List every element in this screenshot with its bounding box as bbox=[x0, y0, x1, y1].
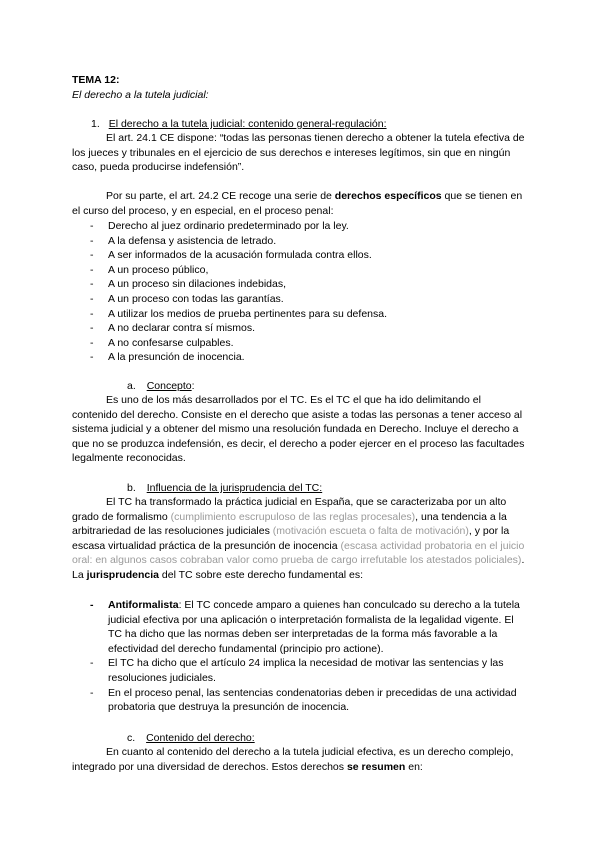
section-1-paragraph-2: Por su parte, el art. 24.2 CE recoge una serie de derechos específicos que se tienen en el curso del proceso, y en especial, en el proceso penal: bbox=[72, 190, 523, 217]
specific-rights-term: derechos específicos bbox=[334, 190, 442, 202]
subsection-a-heading: a. Concepto: bbox=[127, 380, 195, 392]
subsection-b-text: El TC ha transformado la práctica judicial en España, que se caracterizaba por un alto grado de formalismo (cumplimiento escrupuloso de las reglas procesales), una tendencia a la arbitrariedad de las resoluciones judiciales (motivación escueta o falta de motivación), y por la escasa virtualidad práctica de la presunción de inocencia (escasa actividad probatoria en el juicio oral: en algunos casos cobraban valor como prueba de cargo irrefutable los atestados policiales). La jurisprudencia del TC sobre este derecho fundamental es: bbox=[72, 496, 525, 581]
jurisprudence-term: jurisprudencia bbox=[86, 568, 159, 581]
list-item: - A un proceso público, bbox=[90, 263, 209, 276]
list-item: - A no declarar contra sí mismos. bbox=[90, 322, 256, 335]
list-item: - A la presunción de inocencia. bbox=[90, 351, 245, 364]
rights-list bbox=[90, 219, 527, 365]
document-title: TEMA 12: bbox=[72, 74, 120, 86]
subsection-c-text: En cuanto al contenido del derecho a la tutela judicial efectiva, es un derecho complejo, integrado por una diversidad de derechos. Estos derechos se resumen en: bbox=[72, 746, 514, 773]
list-item: - A utilizar los medios de prueba pertinentes para su defensa. bbox=[90, 307, 388, 320]
subsection-a-text: Es uno de los más desarrollados por el TC. Es el TC el que ha ido delimitando el contenido del derecho. Consiste en el derecho que asiste a todas las personas a tener acceso al sistema judicial y a obtener del mismo una resolución fundada en Derecho. Incluye el derecho a que no se produzca indefensión, es decir, el derecho a poder ejercer en el proceso las facultades legalmente reconocidas. bbox=[72, 394, 525, 465]
list-item: - A un proceso con todas las garantías. bbox=[90, 292, 284, 305]
list-item: - A no confesarse culpables. bbox=[90, 336, 234, 349]
section-1-paragraph-1: El art. 24.1 CE dispone: “todas las personas tienen derecho a obtener la tutela efectiva de los jueces y tribunales en el ejercicio de sus derechos e intereses legítimos, sin que en ningún caso, pueda producirse indefensión”. bbox=[72, 132, 525, 174]
list-item: - El TC ha dicho que el artículo 24 implica la necesidad de motivar las sentencias y las resoluciones judiciales. bbox=[90, 657, 504, 684]
subsection-b-heading: b. Influencia de la jurisprudencia del TC: bbox=[127, 482, 323, 494]
subsection-c-title: Contenido del derecho: bbox=[146, 732, 255, 744]
subsection-b-title: Influencia de la jurisprudencia del TC: bbox=[146, 482, 323, 494]
section-1-title: El derecho a la tutela judicial: contenido general-regulación: bbox=[108, 118, 387, 130]
list-item: - En el proceso penal, las sentencias condenatorias deben ir precedidas de una actividad probatoria que destruya la presunción de inocencia. bbox=[90, 686, 517, 714]
list-item: - Derecho al juez ordinario predeterminado por la ley. bbox=[90, 220, 349, 232]
section-1-heading bbox=[91, 117, 511, 132]
list-item: - A un proceso sin dilaciones indebidas, bbox=[90, 278, 287, 291]
antiformalista-term: Antiformalista bbox=[108, 599, 179, 611]
document-subtitle: El derecho a la tutela judicial: bbox=[72, 89, 209, 101]
list-item: - Antiformalista: El TC concede amparo a quienes han conculcado su derecho a la tutela judicial efectiva por una aplicación o interpretación formalista de la legalidad vigente. El TC ha dicho que las normas deben ser interpretadas de la forma más favorable a la efectividad del derecho fundamental (principio pro actione). bbox=[90, 599, 520, 655]
summary-term: se resumen bbox=[346, 760, 406, 773]
jurisprudence-list bbox=[90, 598, 527, 715]
list-item: - A la defensa y asistencia de letrado. bbox=[90, 234, 277, 247]
section-1-number: 1. bbox=[91, 118, 100, 130]
subsection-a-title: Concepto bbox=[146, 380, 192, 392]
subsection-c-heading: c. Contenido del derecho: bbox=[127, 732, 255, 744]
list-item: - A ser informados de la acusación formulada contra ellos. bbox=[90, 249, 372, 262]
